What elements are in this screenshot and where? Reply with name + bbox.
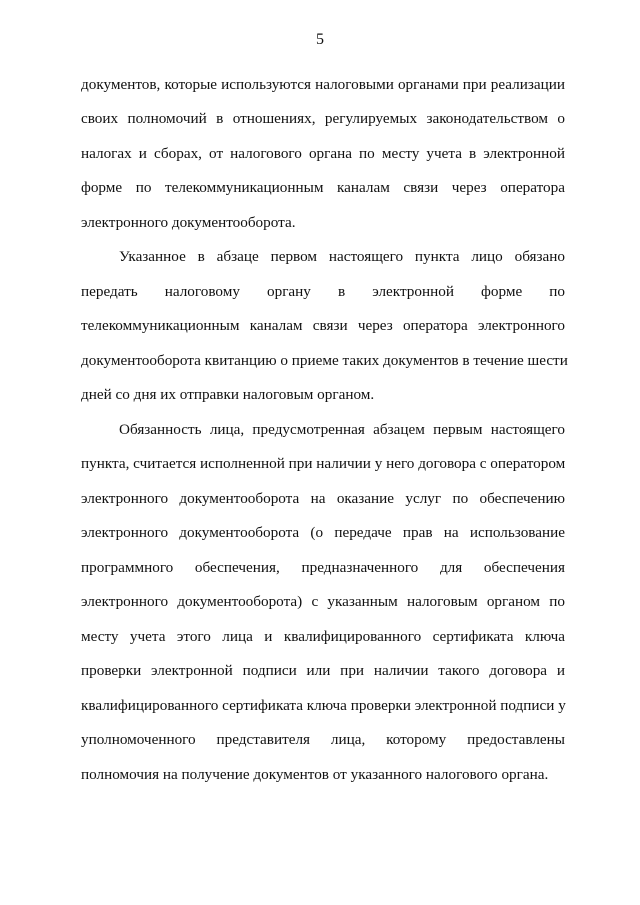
text-line: телекоммуникационным каналам связи через оператора электронного <box>81 317 565 334</box>
text-line: электронного документооборота) с указанным налоговым органом по <box>81 593 565 610</box>
text-line: месту учета этого лица и квалифицированного сертификата ключа <box>81 628 565 645</box>
text-line: Указанное в абзаце первом настоящего пункта лицо обязано <box>119 248 565 265</box>
text-line: проверки электронной подписи или при наличии такого договора и <box>81 662 565 679</box>
text-line: программного обеспечения, предназначенного для обеспечения <box>81 559 565 576</box>
text-line: Обязанность лица, предусмотренная абзацем первым настоящего <box>119 421 565 438</box>
text-line: дней со дня их отправки налоговым органом. <box>81 386 375 403</box>
text-line: электронного документооборота (о передаче прав на использование <box>81 524 565 541</box>
text-line: пункта, считается исполненной при наличии у него договора с оператором <box>81 455 566 472</box>
text-line: налогах и сборах, от налогового органа по месту учета в электронной <box>81 145 565 162</box>
text-line: форме по телекоммуникационным каналам связи через оператора <box>81 179 565 196</box>
text-line: уполномоченного представителя лица, которому предоставлены <box>81 731 565 748</box>
text-line: электронного документооборота на оказание услуг по обеспечению <box>81 490 565 507</box>
text-line: документооборота квитанцию о приеме таких документов в течение шести <box>81 352 568 369</box>
text-line: своих полномочий в отношениях, регулируемых законодательством о <box>81 110 565 127</box>
text-line: квалифицированного сертификата ключа проверки электронной подписи у <box>81 697 566 714</box>
text-line: передать налоговому органу в электронной форме по <box>81 283 565 300</box>
text-line: электронного документооборота. <box>81 214 296 231</box>
text-line: полномочия на получение документов от указанного налогового органа. <box>81 766 549 783</box>
text-line: документов, которые используются налоговыми органами при реализации <box>81 76 565 93</box>
page-number: 5 <box>316 31 324 48</box>
